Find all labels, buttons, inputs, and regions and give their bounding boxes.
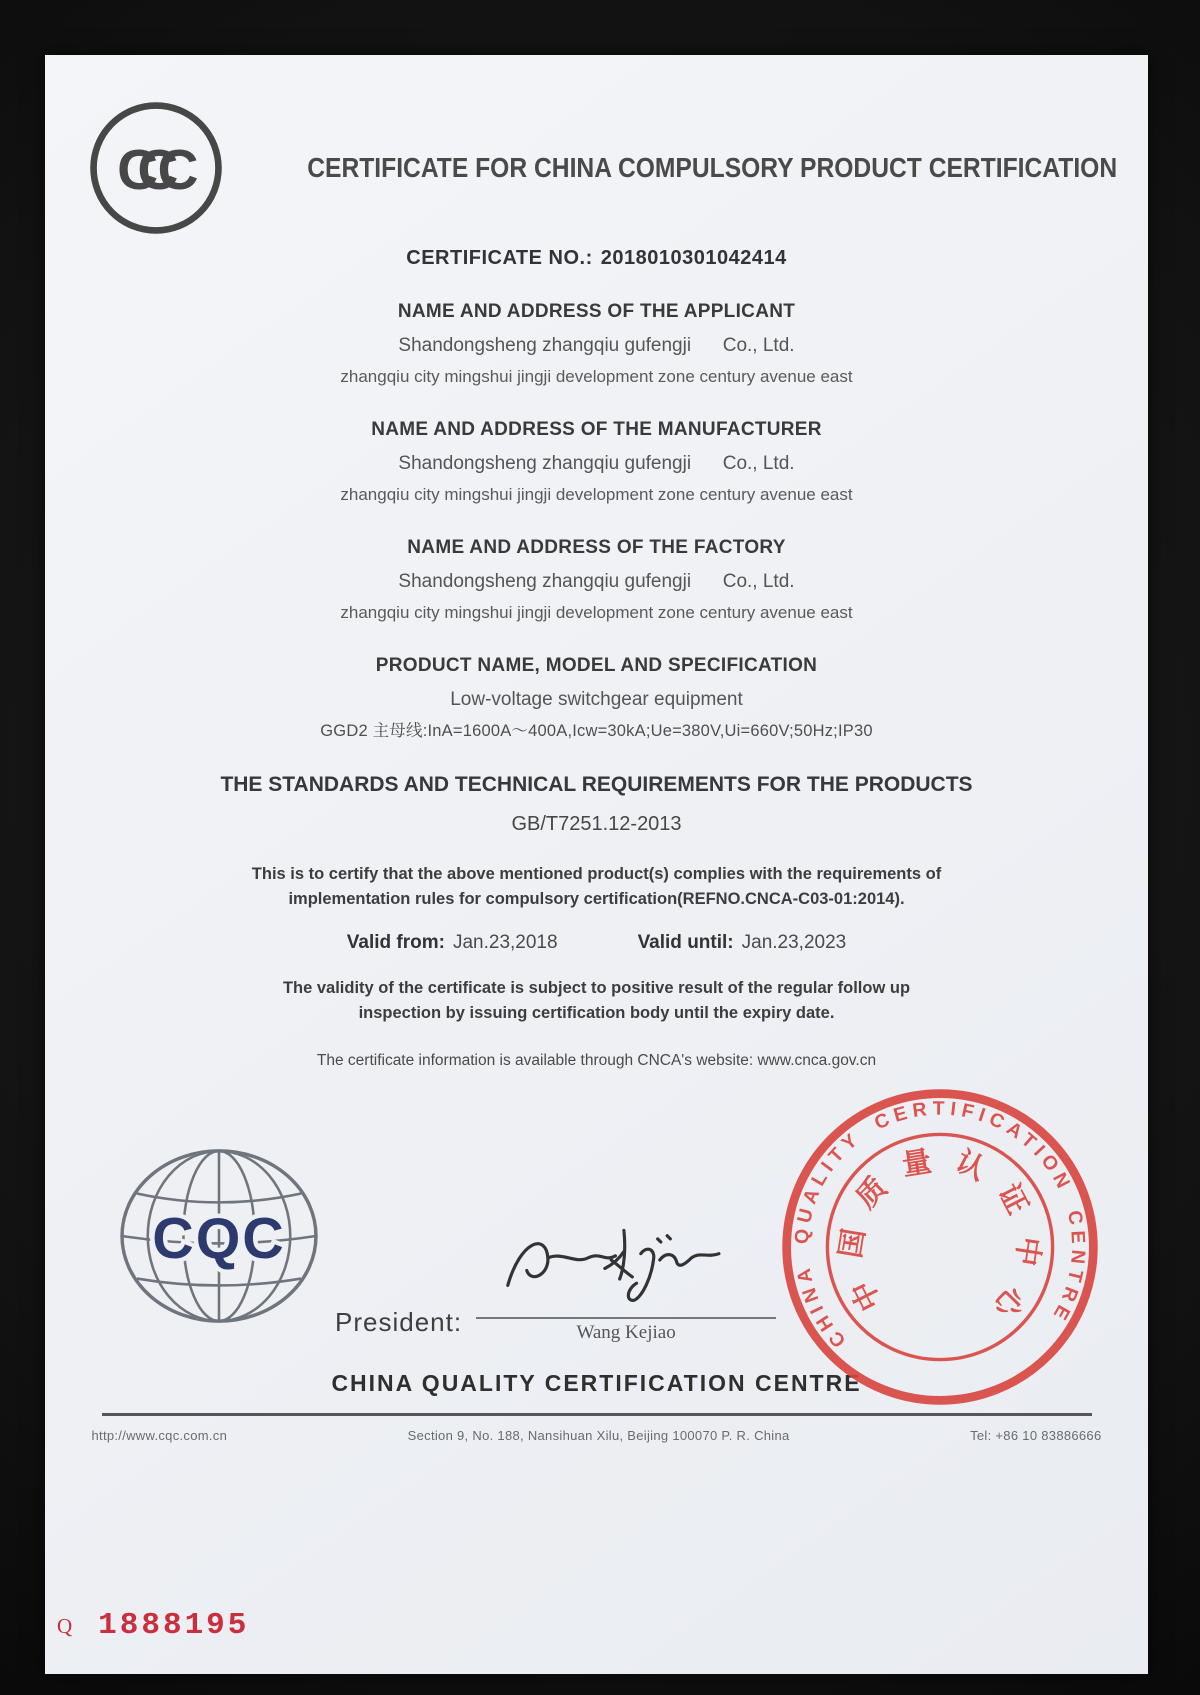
certificate-header: [45, 97, 1148, 239]
svg-text:中国质量认证中心: 中国质量认证中心: [832, 1140, 1048, 1339]
serial-digits: 1888195: [98, 1608, 250, 1643]
standards-value: GB/T7251.12-2013: [511, 813, 682, 835]
certificate-number-value: 2018010301042414: [600, 247, 787, 269]
standards-heading: THE STANDARDS AND TECHNICAL REQUIREMENTS FOR THE PRODUCTS: [220, 773, 973, 796]
svg-text:CCC: CCC: [117, 138, 178, 202]
serial-prefix: Q: [57, 1614, 73, 1638]
applicant-address: zhangqiu city mingshui jingji development zone century avenue east: [340, 367, 853, 386]
manufacturer-heading: NAME AND ADDRESS OF THE MANUFACTURER: [371, 419, 822, 440]
president-name: Wang Kejiao: [576, 1322, 676, 1343]
certificate-number-line: [45, 247, 1148, 270]
footer-telephone: Tel: +86 10 83886666: [970, 1428, 1102, 1443]
president-signature-block: [335, 1222, 776, 1344]
product-name: Low-voltage switchgear equipment: [450, 689, 743, 710]
validity-note: [45, 976, 1148, 1026]
certify-line-1: This is to certify that the above mentioned product(s) complies with the requirements of: [251, 865, 942, 883]
validity-note-line-1: The validity of the certificate is subject to positive result of the regular follow up: [282, 979, 911, 997]
certificate-paper: [45, 55, 1148, 1674]
manufacturer-address: zhangqiu city mingshui jingji development zone century avenue east: [340, 485, 853, 504]
svg-text:CQC: CQC: [152, 1206, 286, 1271]
certificate-title: CERTIFICATE FOR CHINA COMPULSORY PRODUCT CERTIFICATION: [307, 152, 1118, 183]
president-label: President:: [335, 1307, 463, 1337]
product-spec: GGD2 主母线:InA=1600A～400A,Icw=30kA;Ue=380V,Ui=660V;50Hz;IP30: [320, 722, 873, 740]
validity-dates: [45, 932, 1148, 954]
certificate-number-label: CERTIFICATE NO.:: [406, 247, 593, 269]
applicant-heading: NAME AND ADDRESS OF THE APPLICANT: [397, 301, 796, 322]
cqc-globe-icon: [115, 1142, 323, 1330]
footer-address: Section 9, No. 188, Nansihuan Xilu, Beijing 100070 P. R. China: [407, 1428, 790, 1443]
valid-until-value: Jan.23,2023: [741, 932, 847, 953]
cqc-red-seal-icon: [775, 1082, 1105, 1412]
manufacturer-name: Shandongsheng zhangqiu gufengji Co., Ltd.: [398, 453, 795, 474]
footer-divider: [102, 1413, 1092, 1416]
certify-statement: [45, 862, 1148, 912]
footer-website: http://www.cqc.com.cn: [91, 1428, 228, 1443]
signature-area: [45, 1097, 1148, 1352]
validity-note-line-2: inspection by issuing certification body until the expiry date.: [358, 1004, 835, 1022]
ccc-logo-icon: [85, 97, 227, 239]
factory-heading: NAME AND ADDRESS OF THE FACTORY: [407, 537, 786, 558]
valid-from: [347, 932, 558, 954]
issuer-org-name: CHINA QUALITY CERTIFICATION CENTRE: [331, 1370, 862, 1396]
factory-name: Shandongsheng zhangqiu gufengji Co., Ltd.: [398, 571, 795, 592]
president-signature-icon: [476, 1222, 776, 1317]
valid-from-value: Jan.23,2018: [452, 932, 558, 953]
applicant-name: Shandongsheng zhangqiu gufengji Co., Ltd.: [398, 335, 795, 356]
serial-number: [57, 1608, 1148, 1643]
factory-address: zhangqiu city mingshui jingji development zone century avenue east: [340, 603, 853, 622]
valid-until: [638, 932, 847, 954]
svg-text:CHINA QUALITY CERTIFICATION: CHINA QUALITY CERTIFICATION CENTRE: [790, 1097, 1090, 1352]
footer-contact-row: [92, 1428, 1102, 1443]
product-heading: PRODUCT NAME, MODEL AND SPECIFICATION: [375, 655, 818, 676]
signature-underline: [476, 1317, 776, 1319]
cnca-note: The certificate information is available through CNCA's website: www.cnca.gov.cn: [316, 1052, 877, 1069]
valid-from-label: Valid from:: [346, 932, 445, 953]
certify-line-2: implementation rules for compulsory certification(REFNO.CNCA-C03-01:2014).: [288, 890, 905, 908]
valid-until-label: Valid until:: [637, 932, 734, 953]
